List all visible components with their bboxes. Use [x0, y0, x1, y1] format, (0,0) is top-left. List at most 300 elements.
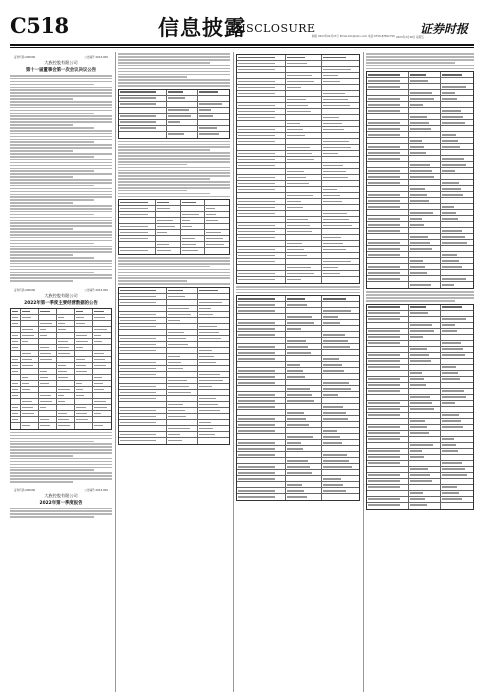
table-cell — [322, 85, 359, 90]
text-line — [10, 237, 112, 239]
table-cell — [198, 426, 229, 431]
table-cell — [11, 327, 21, 332]
text-line — [10, 188, 112, 190]
table-cell — [119, 438, 167, 444]
table-cell — [322, 398, 359, 403]
table-cell — [167, 396, 198, 401]
table-cell — [441, 204, 473, 209]
text-line — [118, 187, 230, 189]
table-cell — [441, 419, 473, 424]
table-cell — [286, 470, 323, 475]
table-cell — [119, 426, 167, 431]
table-cell — [156, 230, 180, 235]
table-cell — [367, 216, 409, 221]
text-line — [10, 147, 112, 149]
table-cell — [441, 497, 473, 502]
table-cell — [367, 240, 409, 245]
text-line — [10, 432, 112, 434]
table-cell — [367, 198, 409, 203]
table-cell — [441, 228, 473, 233]
table-cell — [167, 126, 198, 131]
table-cell — [181, 218, 205, 223]
table-cell — [119, 96, 167, 101]
table-cell — [75, 417, 93, 422]
table-cell — [39, 339, 57, 344]
text-line — [10, 141, 94, 143]
table-cell — [181, 236, 205, 241]
table-cell — [93, 315, 111, 320]
table-cell — [367, 317, 409, 322]
text-line — [118, 260, 230, 262]
table-cell — [237, 145, 286, 150]
table-cell — [322, 308, 359, 313]
table-cell — [167, 318, 198, 323]
text-line — [118, 74, 230, 76]
table-cell — [322, 410, 359, 415]
table-cell — [237, 109, 286, 114]
table-cell — [441, 216, 473, 221]
table-cell — [57, 333, 75, 338]
table-cell — [198, 294, 229, 299]
table-cell — [409, 455, 441, 460]
text-line — [10, 98, 73, 100]
text-line — [236, 286, 360, 288]
text-line — [118, 257, 230, 259]
column-divider — [115, 52, 116, 692]
table-cell — [409, 258, 441, 263]
table-cell — [409, 186, 441, 191]
table-cell — [167, 306, 198, 311]
table-cell — [322, 235, 359, 240]
notice-body — [10, 75, 112, 282]
table-cell — [11, 321, 21, 326]
table-cell — [286, 229, 323, 234]
table-cell — [322, 103, 359, 108]
data-table — [118, 89, 230, 139]
table-cell — [286, 338, 323, 343]
table-cell — [367, 168, 409, 173]
table-cell — [237, 229, 286, 234]
table-cell — [57, 405, 75, 410]
table-cell — [205, 230, 229, 235]
table-cell — [441, 126, 473, 131]
table-cell — [198, 102, 229, 107]
table-cell — [237, 265, 286, 270]
company-name: 大族控股有限公司 — [44, 292, 78, 298]
data-table — [366, 304, 474, 510]
table-cell — [237, 151, 286, 156]
table-cell — [205, 212, 229, 217]
table-cell — [156, 200, 180, 205]
text-line — [10, 464, 112, 466]
table-cell — [93, 351, 111, 356]
table-row — [11, 423, 111, 429]
table-cell — [322, 145, 359, 150]
table-cell — [441, 282, 473, 288]
table-cell — [286, 271, 323, 276]
table-cell — [237, 326, 286, 331]
table-cell — [367, 282, 409, 288]
table-cell — [167, 300, 198, 305]
table-cell — [367, 503, 409, 509]
table-cell — [237, 211, 286, 216]
text-line — [366, 65, 474, 67]
text-line — [10, 162, 112, 164]
text-line — [10, 452, 112, 454]
table-cell — [39, 381, 57, 386]
table-cell — [75, 423, 93, 429]
table-cell — [409, 425, 441, 430]
table-cell — [286, 332, 323, 337]
table-row — [367, 282, 473, 288]
table-cell — [322, 356, 359, 361]
table-cell — [167, 288, 198, 293]
masthead — [0, 0, 484, 46]
table-cell — [286, 296, 323, 301]
table-cell — [237, 452, 286, 457]
table-cell — [367, 222, 409, 227]
table-cell — [11, 363, 21, 368]
table-cell — [367, 329, 409, 334]
table-cell — [441, 335, 473, 340]
table-cell — [119, 312, 167, 317]
table-cell — [409, 90, 441, 95]
table-cell — [167, 330, 198, 335]
table-cell — [367, 485, 409, 490]
table-cell — [367, 78, 409, 83]
table-cell — [286, 265, 323, 270]
table-cell — [322, 386, 359, 391]
table-cell — [57, 321, 75, 326]
table-cell — [75, 393, 93, 398]
table-cell — [11, 351, 21, 356]
table-cell — [409, 443, 441, 448]
table-cell — [322, 211, 359, 216]
table-cell — [367, 437, 409, 442]
table-cell — [286, 175, 323, 180]
text-line — [10, 274, 112, 276]
table-cell — [286, 314, 323, 319]
table-cell — [441, 114, 473, 119]
table-cell — [21, 387, 39, 392]
table-cell — [237, 320, 286, 325]
table-cell — [322, 350, 359, 355]
table-cell — [322, 187, 359, 192]
table-cell — [322, 181, 359, 186]
table-cell — [11, 393, 21, 398]
notice-body — [118, 257, 230, 285]
table-cell — [409, 479, 441, 484]
table-cell — [322, 79, 359, 84]
text-line — [366, 68, 474, 70]
stock-code-line — [10, 488, 112, 492]
table-cell — [167, 354, 198, 359]
table-cell — [21, 369, 39, 374]
table-cell — [39, 369, 57, 374]
table-cell — [237, 488, 286, 493]
text-line — [10, 150, 73, 152]
table-cell — [237, 127, 286, 132]
table-cell — [198, 114, 229, 119]
table-cell — [286, 428, 323, 433]
text-line — [10, 182, 112, 184]
table-cell — [167, 120, 198, 125]
table-cell — [119, 218, 156, 223]
stock-code: 证券代码:000000 — [14, 56, 36, 59]
text-line — [10, 118, 112, 120]
table-cell — [57, 417, 75, 422]
table-cell — [409, 317, 441, 322]
table-cell — [75, 369, 93, 374]
table-cell — [11, 345, 21, 350]
table-cell — [21, 315, 39, 320]
table-cell — [441, 305, 473, 310]
table-cell — [198, 288, 229, 293]
table-cell — [409, 282, 441, 288]
table-cell — [322, 259, 359, 264]
table-cell — [322, 488, 359, 493]
table-cell — [286, 476, 323, 481]
text-line — [10, 81, 112, 83]
column-3 — [236, 52, 360, 692]
table-cell — [409, 305, 441, 310]
column-2 — [118, 52, 230, 692]
text-line — [10, 104, 112, 106]
table-cell — [409, 353, 441, 358]
table-cell — [409, 347, 441, 352]
table-cell — [237, 464, 286, 469]
table-cell — [409, 365, 441, 370]
table-cell — [198, 120, 229, 125]
table-cell — [409, 497, 441, 502]
table-cell — [322, 223, 359, 228]
data-table — [10, 308, 112, 430]
table-cell — [167, 402, 198, 407]
page-code: C518 — [10, 13, 69, 38]
table-cell — [286, 157, 323, 162]
table-cell — [286, 205, 323, 210]
table-cell — [367, 126, 409, 131]
table-cell — [367, 84, 409, 89]
text-line — [10, 78, 112, 80]
text-line — [10, 115, 112, 117]
table-cell — [441, 503, 473, 509]
table-cell — [198, 366, 229, 371]
notice-title: 2022年第一季度主要经营数据的公告 — [24, 300, 98, 306]
text-line — [10, 461, 112, 463]
table-cell — [322, 247, 359, 252]
text-line — [10, 248, 112, 250]
notice-header — [10, 55, 112, 73]
table-cell — [75, 333, 93, 338]
table-cell — [198, 402, 229, 407]
text-line — [10, 92, 112, 94]
table-cell — [237, 440, 286, 445]
table-cell — [367, 401, 409, 406]
table-cell — [322, 482, 359, 487]
table-cell — [286, 85, 323, 90]
table-cell — [205, 236, 229, 241]
table-cell — [367, 150, 409, 155]
table-cell — [119, 200, 156, 205]
text-line — [10, 156, 94, 158]
table-cell — [322, 344, 359, 349]
table-cell — [93, 327, 111, 332]
text-line — [10, 441, 94, 443]
table-cell — [57, 327, 75, 332]
table-cell — [367, 443, 409, 448]
table-cell — [237, 247, 286, 252]
table-cell — [237, 350, 286, 355]
table-cell — [167, 324, 198, 329]
table-cell — [367, 389, 409, 394]
table-cell — [198, 126, 229, 131]
table-cell — [119, 372, 167, 377]
table-cell — [11, 423, 21, 429]
text-line — [10, 510, 112, 512]
table-cell — [322, 314, 359, 319]
table-cell — [119, 300, 167, 305]
table-cell — [367, 347, 409, 352]
table-cell — [409, 389, 441, 394]
table-cell — [119, 212, 156, 217]
paper-logo: 证券时报 — [420, 22, 469, 36]
data-table — [236, 54, 360, 284]
table-cell — [75, 381, 93, 386]
table-cell — [286, 410, 323, 415]
text-line — [118, 178, 210, 180]
table-cell — [181, 224, 205, 229]
table-cell — [237, 368, 286, 373]
table-cell — [237, 103, 286, 108]
table-grid — [118, 199, 230, 255]
table-cell — [322, 428, 359, 433]
table-cell — [198, 408, 229, 413]
table-cell — [167, 414, 198, 419]
table-cell — [409, 359, 441, 364]
table-cell — [286, 211, 323, 216]
table-cell — [11, 405, 21, 410]
table-cell — [286, 97, 323, 102]
table-cell — [39, 357, 57, 362]
table-cell — [237, 392, 286, 397]
table-cell — [441, 353, 473, 358]
table-cell — [409, 210, 441, 215]
table-cell — [322, 91, 359, 96]
table-cell — [322, 265, 359, 270]
table-cell — [441, 473, 473, 478]
table-cell — [286, 446, 323, 451]
table-cell — [441, 485, 473, 490]
table-cell — [367, 473, 409, 478]
table-cell — [409, 407, 441, 412]
table-cell — [167, 420, 198, 425]
table-cell — [93, 405, 111, 410]
text-line — [366, 300, 455, 302]
table-cell — [441, 168, 473, 173]
table-cell — [21, 381, 39, 386]
table-cell — [409, 228, 441, 233]
table-cell — [93, 423, 111, 429]
table-cell — [409, 132, 441, 137]
table-cell — [198, 354, 229, 359]
table-cell — [11, 399, 21, 404]
table-cell — [237, 470, 286, 475]
text-line — [118, 53, 230, 55]
table-cell — [367, 353, 409, 358]
table-cell — [75, 327, 93, 332]
table-cell — [367, 72, 409, 77]
table-cell — [198, 96, 229, 101]
table-cell — [409, 467, 441, 472]
text-line — [10, 165, 112, 167]
table-cell — [441, 347, 473, 352]
table-cell — [205, 218, 229, 223]
text-line — [118, 167, 230, 169]
text-line — [10, 159, 112, 161]
table-cell — [441, 311, 473, 316]
table-cell — [409, 138, 441, 143]
table-cell — [21, 357, 39, 362]
table-cell — [441, 132, 473, 137]
table-cell — [409, 449, 441, 454]
table-cell — [286, 386, 323, 391]
table-cell — [167, 384, 198, 389]
table-cell — [11, 357, 21, 362]
column-divider — [363, 52, 364, 692]
table-cell — [286, 109, 323, 114]
table-cell — [39, 333, 57, 338]
table-cell — [119, 230, 156, 235]
table-cell — [93, 375, 111, 380]
text-line — [10, 228, 73, 230]
table-cell — [198, 384, 229, 389]
table-cell — [367, 359, 409, 364]
text-line — [10, 139, 112, 141]
table-cell — [367, 234, 409, 239]
table-cell — [322, 127, 359, 132]
table-cell — [322, 175, 359, 180]
table-cell — [322, 115, 359, 120]
table-cell — [237, 356, 286, 361]
table-cell — [409, 252, 441, 257]
table-cell — [11, 369, 21, 374]
table-cell — [322, 494, 359, 500]
text-line — [10, 508, 112, 510]
table-cell — [409, 156, 441, 161]
table-cell — [409, 491, 441, 496]
table-row — [237, 277, 359, 283]
table-cell — [75, 315, 93, 320]
table-cell — [181, 248, 205, 254]
text-line — [236, 292, 360, 294]
text-line — [10, 277, 112, 279]
table-cell — [119, 120, 167, 125]
table-cell — [441, 210, 473, 215]
table-cell — [167, 108, 198, 113]
table-cell — [237, 163, 286, 168]
table-cell — [198, 324, 229, 329]
table-cell — [322, 253, 359, 258]
table-cell — [409, 102, 441, 107]
text-line — [10, 95, 112, 97]
table-cell — [237, 332, 286, 337]
text-line — [10, 251, 112, 253]
table-cell — [441, 270, 473, 275]
table-cell — [39, 351, 57, 356]
table-cell — [367, 108, 409, 113]
notice-body — [118, 53, 230, 86]
